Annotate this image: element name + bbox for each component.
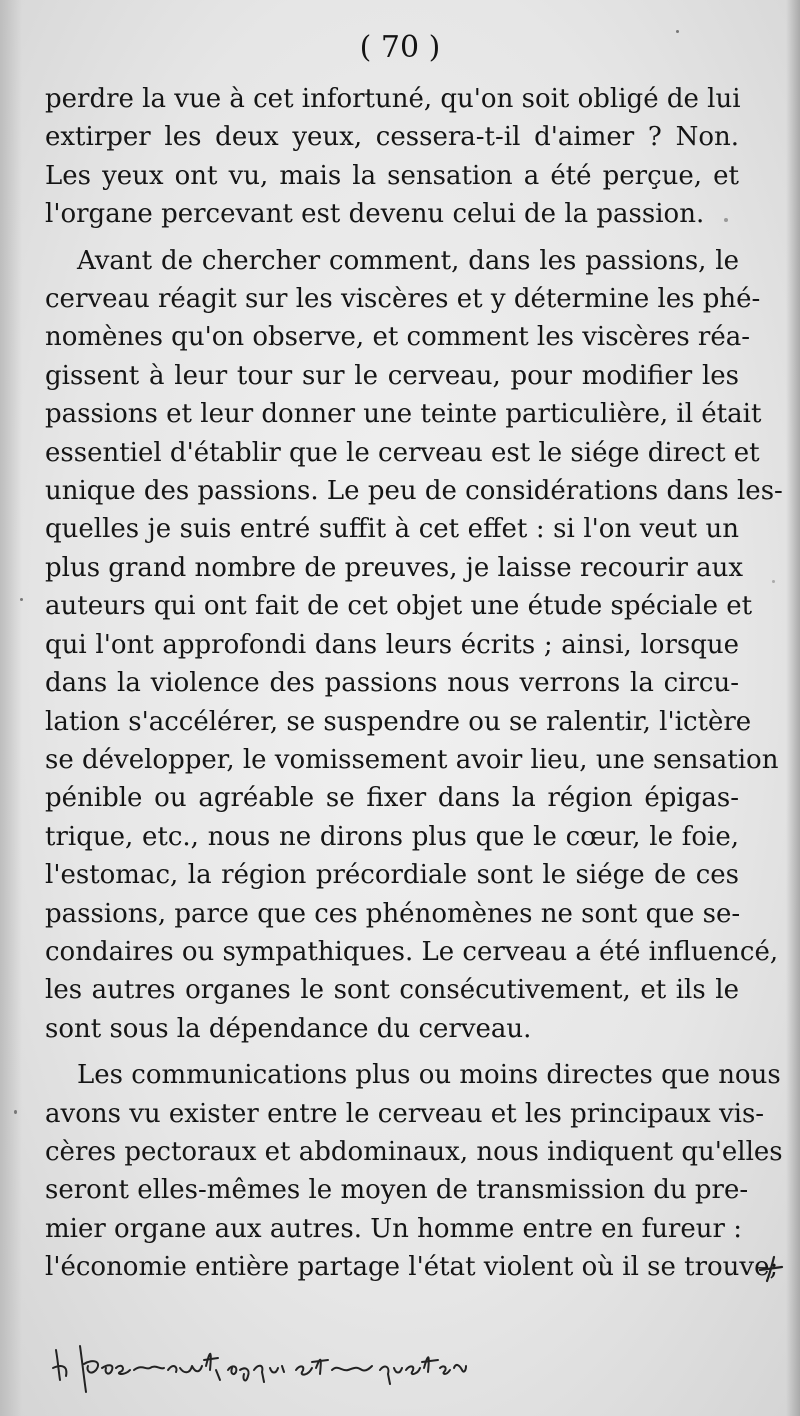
text-line: unique des passions. Le peu de considérations dans les- [45, 476, 783, 507]
text-line: l'estomac, la région précordiale sont le siége de ces [45, 860, 739, 891]
text-line: dans la violence des passions nous verrons la circu- [45, 668, 739, 699]
text-line: l'économie entière partage l'état violent où il se trouve; [45, 1252, 779, 1283]
text-line: Avant de chercher comment, dans les passions, le [77, 245, 739, 276]
handwritten-annotation [50, 1340, 470, 1400]
text-line: lation s'accélérer, se suspendre ou se ralentir, l'ictère [45, 706, 752, 737]
text-line: condaires ou sympathiques. Le cerveau a été influencé, [45, 936, 779, 967]
edge-shadow [786, 0, 800, 1416]
paper-speck [14, 1110, 17, 1114]
text-line: plus grand nombre de preuves, je laisse recourir aux [45, 552, 744, 583]
text-line: Les yeux ont vu, mais la sensation a été perçue, et [45, 160, 739, 191]
text-line: gissent à leur tour sur le cerveau, pour modifier les [45, 360, 739, 391]
text-line: avons vu exister entre le cerveau et les principaux vis- [45, 1098, 765, 1129]
text-line: Les communications plus ou moins directes que nous [77, 1060, 781, 1091]
text-line: pénible ou agréable se fixer dans la région épigas- [45, 783, 739, 814]
text-line: passions et leur donner une teinte particulière, il était [45, 399, 762, 430]
paper-speck [772, 580, 775, 583]
text-line: auteurs qui ont fait de cet objet une étude spéciale et [45, 591, 753, 622]
margin-cross-mark [757, 1255, 785, 1283]
text-line: sont sous la dépendance du cerveau. [45, 1013, 532, 1044]
text-line: cères pectoraux et abdominaux, nous indiquent qu'elles [45, 1136, 783, 1167]
text-line: nomènes qu'on observe, et comment les viscères réa- [45, 322, 751, 353]
body-text [45, 80, 783, 1287]
paper-speck [676, 30, 679, 33]
paragraph-gap [45, 1048, 739, 1056]
paper-speck [724, 218, 728, 222]
text-line: se développer, le vomissement avoir lieu, une sensation [45, 744, 779, 775]
gutter-shadow [0, 0, 22, 1416]
text-line: perdre la vue à cet infortuné, qu'on soit obligé de lui [45, 84, 741, 114]
text-line: trique, etc., nous ne dirons plus que le cœur, le foie, [45, 821, 739, 852]
paragraph-gap [45, 234, 739, 242]
paragraph [45, 242, 783, 1049]
text-line: extirper les deux yeux, cessera-t-il d'aimer ? Non. [45, 122, 739, 153]
text-line: passions, parce que ces phénomènes ne sont que se- [45, 898, 741, 929]
text-line: essentiel d'établir que le cerveau est le siége direct et [45, 437, 760, 468]
text-line: qui l'ont approfondi dans leurs écrits ; ainsi, lorsque [45, 629, 739, 660]
page-number: ( 70 ) [359, 30, 441, 65]
text-line: cerveau réagit sur les viscères et y détermine les phé- [45, 284, 761, 315]
paragraph [45, 80, 739, 234]
paragraph [45, 1056, 783, 1286]
text-line: les autres organes le sont consécutivement, et ils le [45, 975, 739, 1006]
text-line: quelles je suis entré suffit à cet effet : si l'on veut un [45, 514, 739, 545]
paper-speck [20, 598, 23, 601]
text-line: seront elles-mêmes le moyen de transmission du pre- [45, 1175, 749, 1206]
text-line: l'organe percevant est devenu celui de la passion. [45, 199, 705, 230]
handwritten-annotation-signature [50, 1340, 470, 1400]
text-line: mier organe aux autres. Un homme entre en fureur : [45, 1213, 742, 1244]
